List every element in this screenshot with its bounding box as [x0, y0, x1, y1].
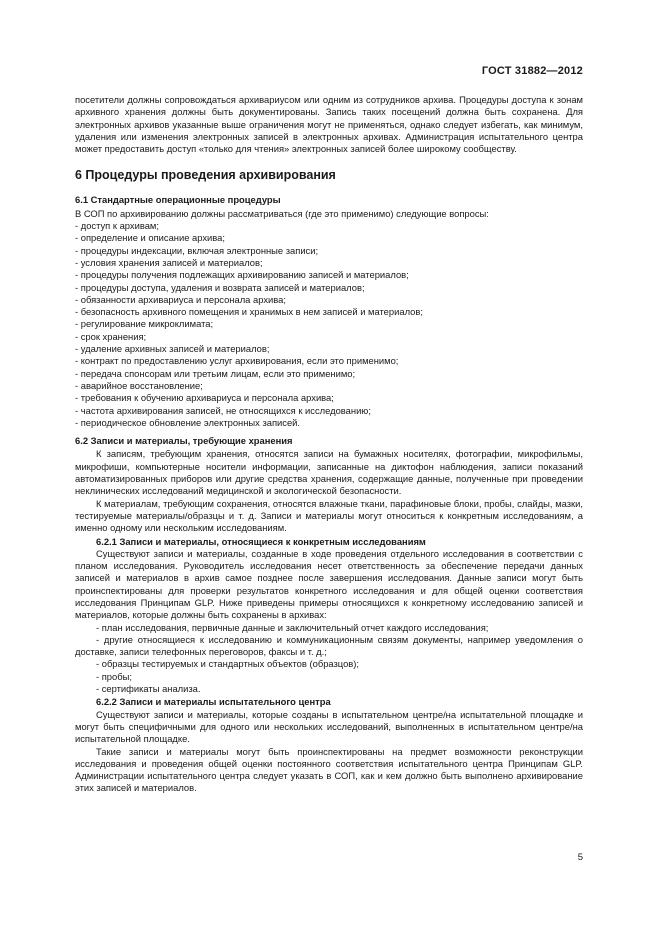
list-item: - сертификаты анализа. — [96, 683, 201, 695]
list-item: - процедуры получения подлежащих архивированию записей и материалов; — [75, 269, 409, 281]
study-records-list — [75, 622, 583, 696]
section-6-1-heading: 6.1 Стандартные операционные процедуры — [75, 194, 281, 206]
section-6-2-2-paragraph-2: Такие записи и материалы могут быть проинспектированы на предмет возможности реконструкции исследования и проведения общей оценки постоянного соответствия испытательного центра Принципам GLP. Администрации испытательного центра следует указать в СОП, как и кем должно быть выполнено архивирование этих записей и материалов. — [75, 745, 583, 794]
list-item: - условия хранения записей и материалов; — [75, 256, 263, 268]
list-item: - процедуры доступа, удаления и возврата записей и материалов; — [75, 281, 365, 293]
section-6-2-heading: 6.2 Записи и материалы, требующие хранения — [75, 435, 293, 447]
standard-header: ГОСТ 31882—2012 — [481, 65, 583, 77]
list-item: - другие относящиеся к исследованию и коммуникационным связям документы, например уведомления о доставке, записи телефонных переговоров, факсы и т. д.; — [75, 633, 583, 658]
section-6-heading: 6 Процедуры проведения архивирования — [75, 168, 336, 183]
sop-topics-list — [75, 220, 583, 429]
list-item: - удаление архивных записей и материалов; — [75, 343, 270, 355]
list-item: - процедуры индексации, включая электронные записи; — [75, 244, 319, 256]
list-item: - контракт по предоставлению услуг архивирования, если это применимо; — [75, 355, 399, 367]
list-item: - передача спонсорам или третьим лицам, если это применимо; — [75, 367, 356, 379]
list-item: - требования к обучению архивариуса и персонала архива; — [75, 392, 334, 404]
list-item: - безопасность архивного помещения и хранимых в нем записей и материалов; — [75, 306, 423, 318]
list-item: - аварийное восстановление; — [75, 379, 203, 391]
intro-paragraph: посетители должны сопровождаться архивариусом или одним из сотрудников архива. Процедуры доступа к зонам архивного хранения должны быть документированы. Запись таких посещений должна быть сохранена. Для электронных архивов указанные выше ограничения могут не применяться, однако следует избегать, как минимум, удаления или изменения электронных записей в электронных архивах. Администрация испытательного центра может предоставить доступ «только для чтения» электронных записей более широкому сообществу. — [75, 94, 583, 155]
list-item: - периодическое обновление электронных записей. — [75, 416, 301, 428]
list-item: - образцы тестируемых и стандартных объектов (образцов); — [96, 658, 359, 670]
section-6-1-lead: В СОП по архивированию должны рассматриваться (где это применимо) следующие вопросы: — [75, 207, 489, 219]
list-item: - план исследования, первичные данные и заключительный отчет каждого исследования; — [96, 621, 489, 633]
list-item: - пробы; — [96, 670, 132, 682]
list-item: - срок хранения; — [75, 330, 147, 342]
section-6-2-paragraph-2: К материалам, требующим сохранения, относятся влажные ткани, парафиновые блоки, пробы, слайды, мазки, тестируемые материалы/образцы и т. д. Записи и материалы могут относиться к конкретным исследованиям, а именно одному или нескольким исследованиям. — [75, 497, 583, 534]
list-item: - определение и описание архива; — [75, 232, 225, 244]
page-number: 5 — [577, 852, 583, 863]
section-6-2-2-heading: 6.2.2 Записи и материалы испытательного центра — [96, 696, 331, 708]
section-6-2-paragraph-1: К записям, требующим хранения, относятся записи на бумажных носителях, фотографии, микрофильмы, микрофиши, компьютерные носители информации, записанные на диктофон наблюдения, записи показаний автоматизированных приборов или другие средства хранения, содержащие данные, полученные при проведении неклинических исследований медицинской и экологической безопасности. — [75, 448, 583, 497]
list-item: - доступ к архивам; — [75, 220, 159, 232]
list-item: - частота архивирования записей, не относящихся к исследованию; — [75, 404, 371, 416]
section-6-2-1-paragraph: Существуют записи и материалы, созданные в ходе проведения отдельного исследования в соответствии с планом исследования. Руководитель исследования несет ответственность за обеспечение передачи данных записей и материалов в архив самое позднее после завершения исследования. Данные записи могут быть проинспектированы для проверки результатов конкретного исследования и для общей оценки соответствия исследования Принципам GLP. Ниже приведены примеры относящихся к конкретному исследованию записей и материалов, которые должны быть сохранены в архивах: — [75, 547, 583, 621]
page-content — [75, 94, 583, 795]
list-item: - обязанности архивариуса и персонала архива; — [75, 293, 286, 305]
list-item: - регулирование микроклимата; — [75, 318, 214, 330]
section-6-2-1-heading: 6.2.1 Записи и материалы, относящиеся к конкретным исследованиям — [96, 535, 426, 547]
section-6-2-2-paragraph-1: Существуют записи и материалы, которые созданы в испытательном центре/на испытательной площадке и могут быть специфичными для одного или нескольких исследований, выполненных в испытательном центре/на испытательной площадке. — [75, 708, 583, 745]
